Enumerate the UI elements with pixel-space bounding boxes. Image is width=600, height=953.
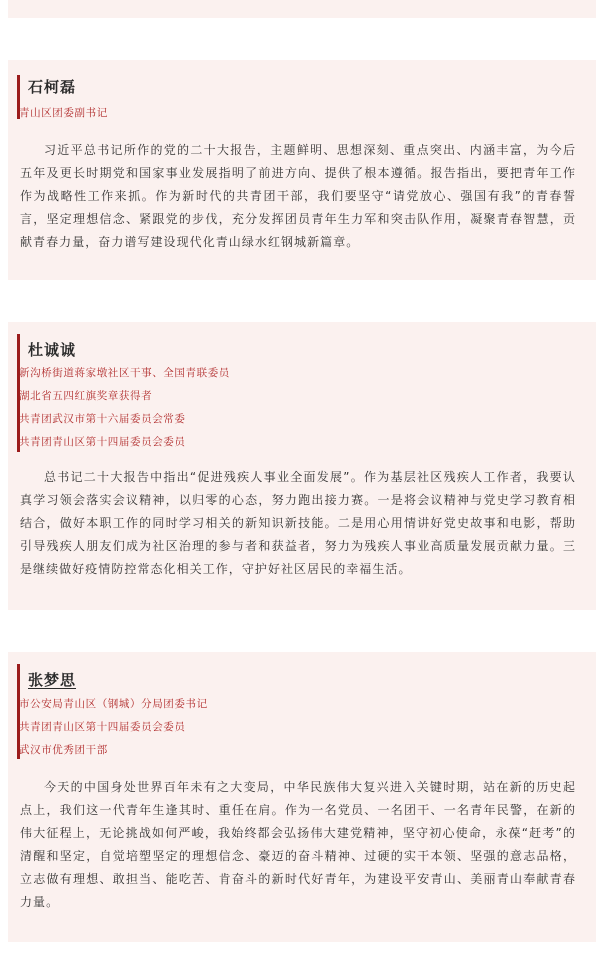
profile-statement: 总书记二十大报告中指出“促进残疾人事业全面发展”。作为基层社区残疾人工作者，我要认真学习领会落实会议精神，以归零的心态，努力跑出接力赛。一是将会议精神与党史学习教育相结合，做好本职工作的同时学习相关的新知识新技能。二是用心用情讲好党史故事和电影，帮助引导残疾人朋友们成为社区治理的参与者和获益者，努力为残疾人事业高质量发展贡献力量。三是继续做好疫情防控常态化相关工作，守护好社区居民的幸福生活。 <box>20 470 576 576</box>
previous-card-bottom <box>8 0 596 18</box>
profile-title: 市公安局青山区（钢城）分局团委书记 <box>19 698 208 710</box>
profile-title: 共青团青山区第十四届委员会委员 <box>19 721 186 733</box>
profile-name: 张梦思 <box>28 671 77 689</box>
profile-title: 共青团武汉市第十六届委员会常委 <box>19 413 186 425</box>
profile-title: 共青团青山区第十四届委员会委员 <box>19 436 186 448</box>
profile-statement: 今天的中国身处世界百年未有之大变局，中华民族伟大复兴进入关键时期，站在新的历史起点上，我们这一代青年生逢其时、重任在肩。作为一名党员、一名团干、一名青年民警，在新的伟大征程上，无论挑战如何严峻，我始终都会弘扬伟大建党精神，坚守初心使命，永葆“赶考”的清醒和坚定，自觉培塑坚定的理想信念、豪迈的奋斗精神、过硬的实干本领、坚强的意志品格，立志做有理想、敢担当、能吃苦、肯奋斗的新时代好青年，为建设平安青山、美丽青山奉献青春力量。 <box>20 780 576 909</box>
profile-title: 青山区团委副书记 <box>19 107 108 119</box>
profile-name: 杜诚诚 <box>28 341 77 359</box>
profile-title: 武汉市优秀团干部 <box>19 744 108 756</box>
profile-title: 新沟桥街道蒋家墩社区干事、全国青联委员 <box>19 367 230 379</box>
profile-statement: 习近平总书记所作的党的二十大报告，主题鲜明、思想深刻、重点突出、内涵丰富，为今后五年及更长时期党和国家事业发展指明了前进方向、提供了根本遵循。报告指出，要把青年工作作为战略性工作来抓。作为新时代的共青团干部，我们要坚守“请党放心、强国有我”的青春誓言，坚定理想信念、紧跟党的步伐，充分发挥团员青年生力军和突击队作用，凝聚青春智慧，贡献青春力量，奋力谱写建设现代化青山绿水红钢城新篇章。 <box>20 143 576 249</box>
profile-title: 湖北省五四红旗奖章获得者 <box>19 390 153 402</box>
profile-name: 石柯磊 <box>28 78 77 96</box>
